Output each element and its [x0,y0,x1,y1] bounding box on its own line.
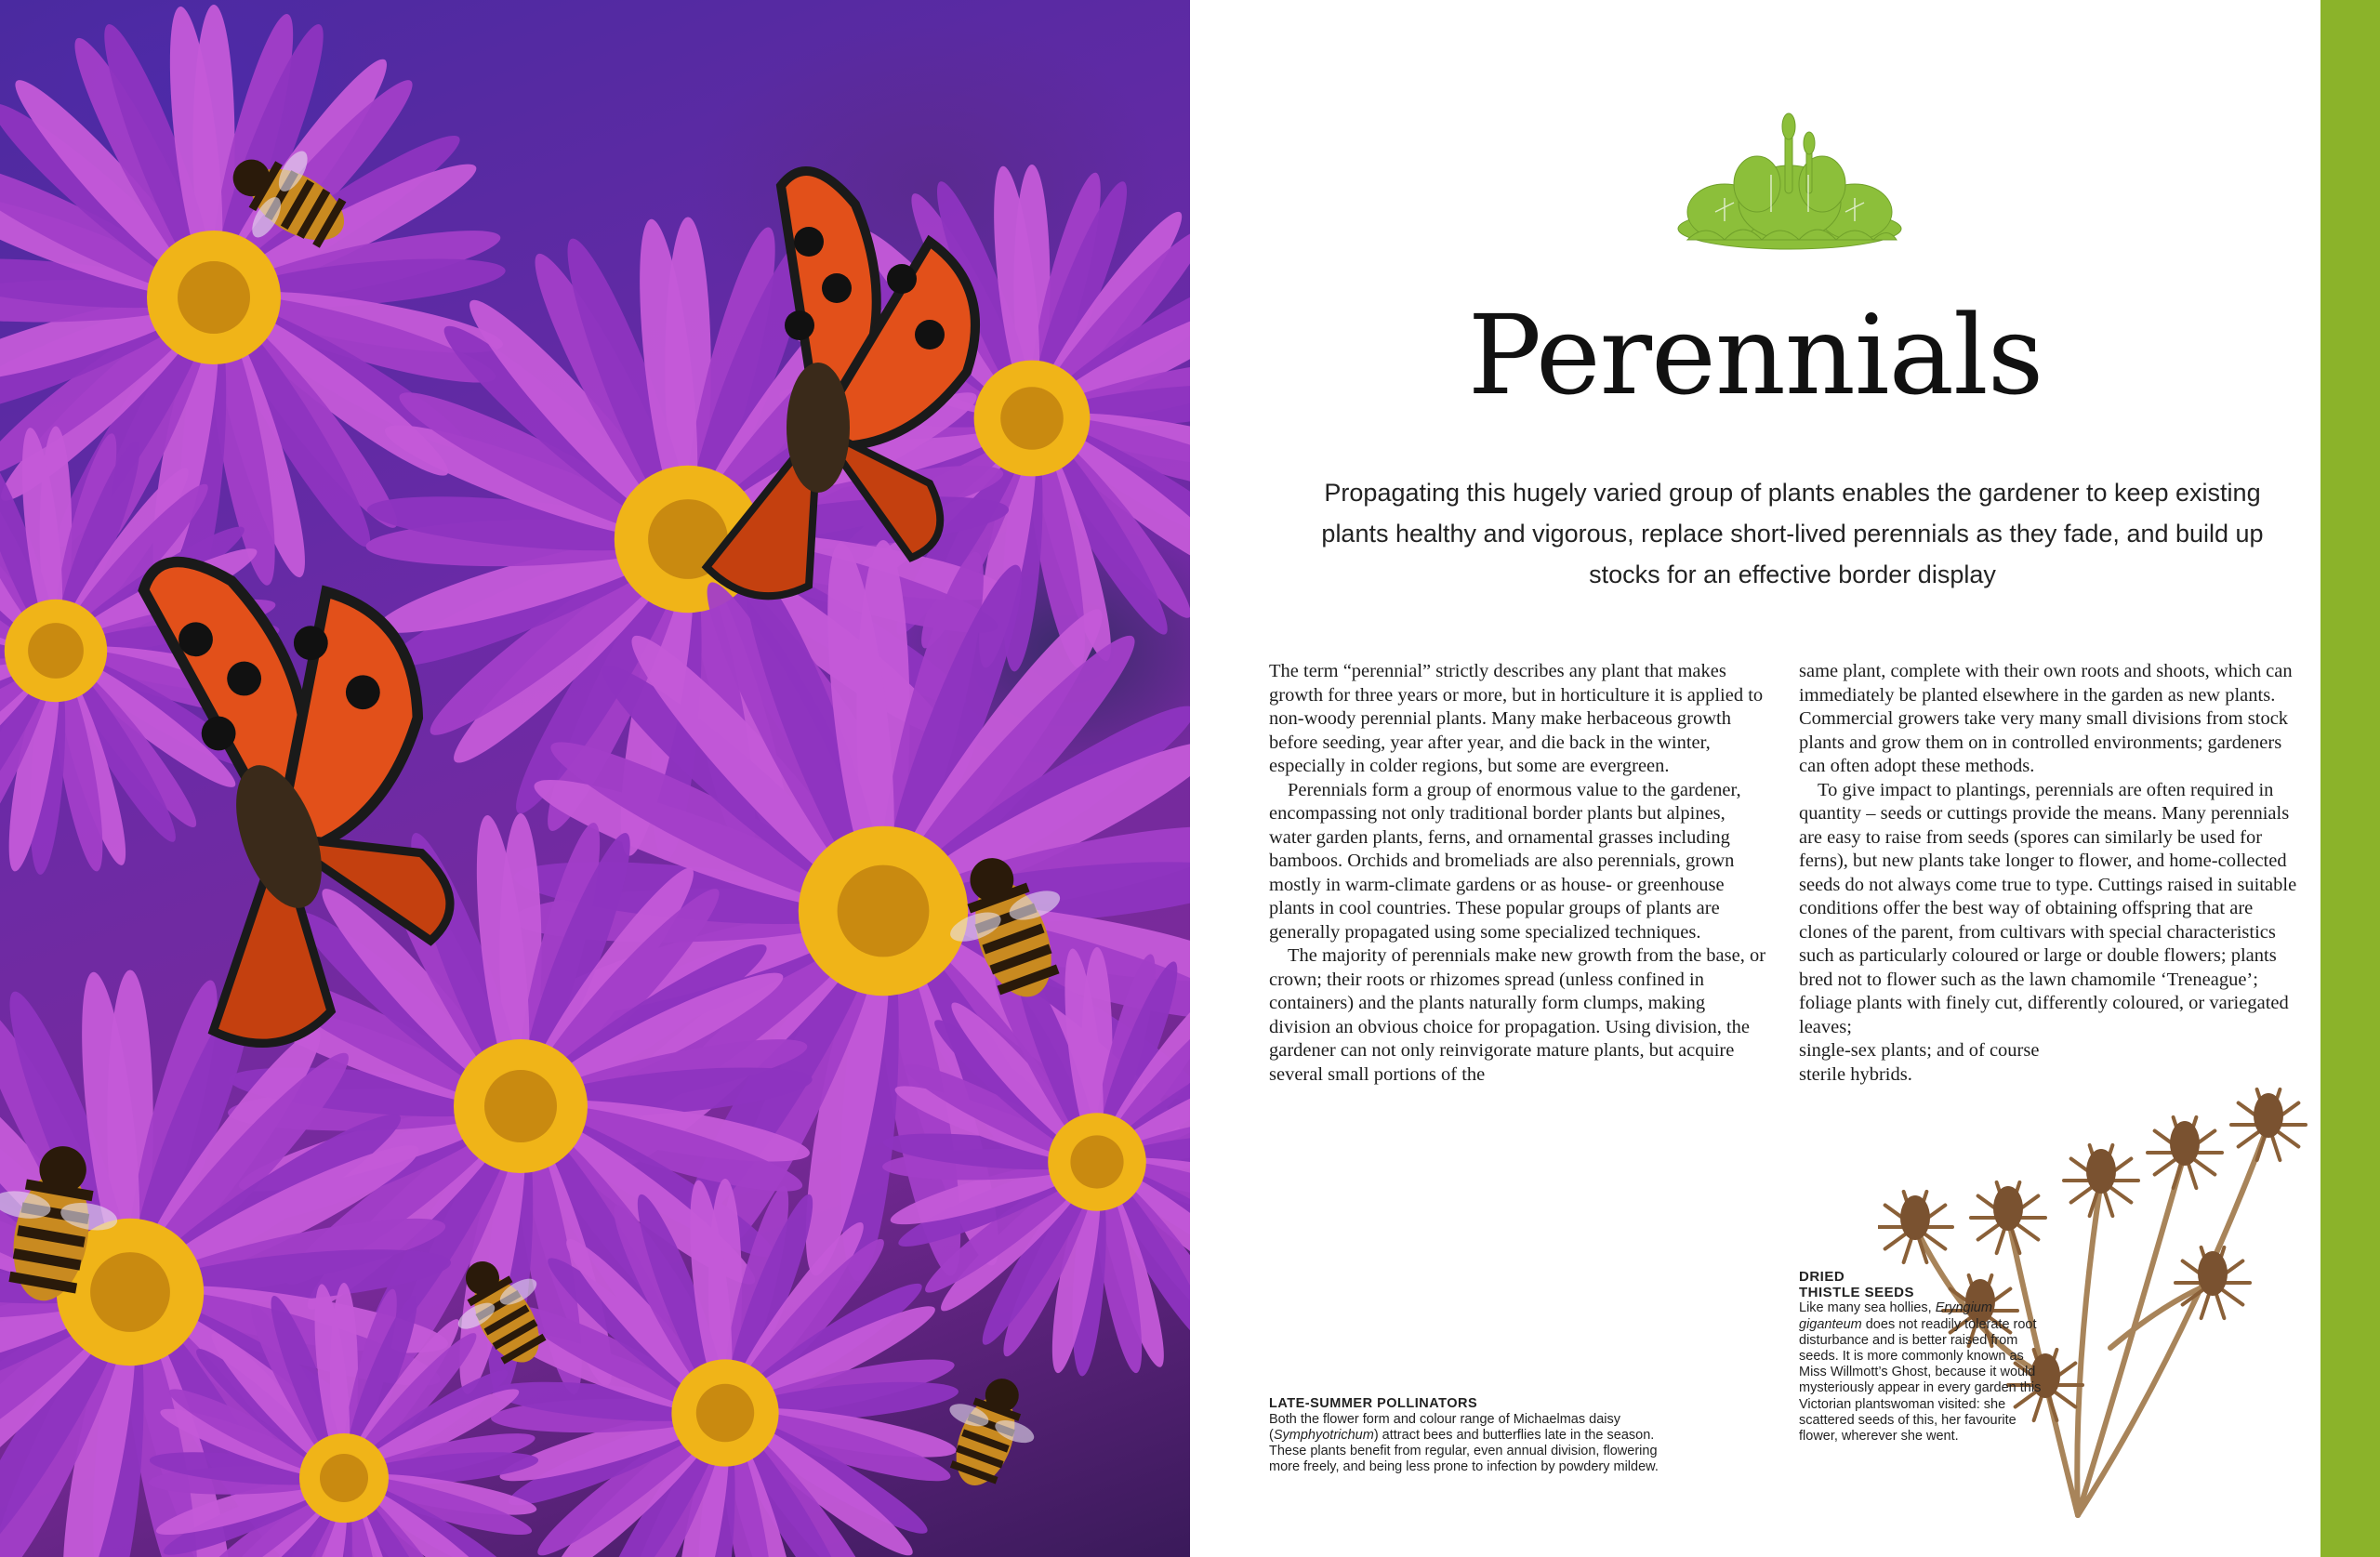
body-paragraph: To give impact to plantings, perennials are often required in quantity – seeds or cuttings provide the means. Many perennials are easy to raise from seeds (spores can similarly be used for ferns), but new plants take longer to flower, and home-collected seeds do not always come true to type. Cuttings raised in suitable conditions offer the best way of obtaining offspring that are clones of the parent, from cultivars with special characteristics such as particularly coloured or large or double flowers; plants bred not to flower such as the lawn chamomile ‘Treneague’; foliage plants with finely cut, differently coloured, or variegated leaves; [1799,779,2297,1037]
thistle-caption-italic-1: Eryngium [1935,1300,1992,1316]
intro-text: Propagating this hugely varied group of plants enables the gardener to keep existing plants healthy and vigorous, replace short-lived perennials as they fade, and build up stocks for an effective border display [1321,479,2264,588]
body-paragraph: The term “perennial” strictly describes any plant that makes growth for three years or more, but in horticulture it is applied to non-woody perennial plants. Many make herbaceous growth before seeding, year after year, and die back in the winter, especially in colder regions, but some are evergreen. [1269,661,1764,776]
body-column-1 [1269,660,1771,1087]
thistle-caption-title-2: THISTLE SEEDS [1799,1285,1915,1301]
body-paragraph: Perennials form a group of enormous value to the gardener, encompassing not only traditional border plants but alpines, water garden plants, ferns, and ornamental grasses including bamboos. Orchids and bromeliads are also perennials, grown mostly in warm-climate gardens or as house- or greenhouse plants in cool countries. These popular groups of plants are generally propagated using some specialized techniques. [1269,779,1741,943]
green-page-edge-tab [2320,0,2380,1557]
perennials-plant-icon [1669,110,1911,258]
body-paragraph-tail: single-sex plants; and of course [1799,1040,2040,1061]
body-paragraph: same plant, complete with their own roots and shoots, which can immediately be planted elsewhere in the garden as new plants. Commercial growers take very many small divisions from stock plants and grow them on in controlled environments; gardeners can often adopt these methods. [1799,661,2293,776]
photo-caption-italic: Symphyotrichum [1273,1428,1374,1443]
photo-caption-title: LATE-SUMMER POLLINATORS [1269,1396,1478,1411]
thistle-caption-text-2: does not readily tolerate root disturbance and is better raised from seeds. It is more commonly known as Miss Willmott’s Ghost, because it would mysteriously appear in every garden this Victorian plantswoman visited: she scattered seeds of this, her favourite flower, wherever she went. [1799,1316,2042,1445]
thistle-caption [1799,1269,2055,1445]
page-title: Perennials [1467,291,2043,419]
photo-caption-text-1: Both the flower form and colour range of Michaelmas daisy ( [1269,1412,1620,1443]
body-paragraph: The majority of perennials make new growth from the base, or crown; their roots or rhizomes spread (unless confined in containers) and the plants naturally form clumps, making division an obvious choice for propagation. Using division, the gardener can not only reinvigorate mature plants, but acquire several small portions of the [1269,945,1766,1085]
thistle-caption-italic-2: giganteum [1799,1316,1862,1332]
thistle-caption-title-1: DRIED [1799,1269,1845,1285]
photo-caption-text-2: ) attract bees and butterflies late in the season. These plants benefit from regular, even annual division, flowering more freely, and being less prone to infection by powdery mildew. [1269,1428,1659,1474]
body-paragraph-tail: sterile hybrids. [1799,1063,1912,1085]
thistle-caption-text-1: Like many sea hollies, [1799,1300,1936,1316]
body-column-2 [1799,660,2301,1087]
photo-caption [1269,1396,1659,1475]
